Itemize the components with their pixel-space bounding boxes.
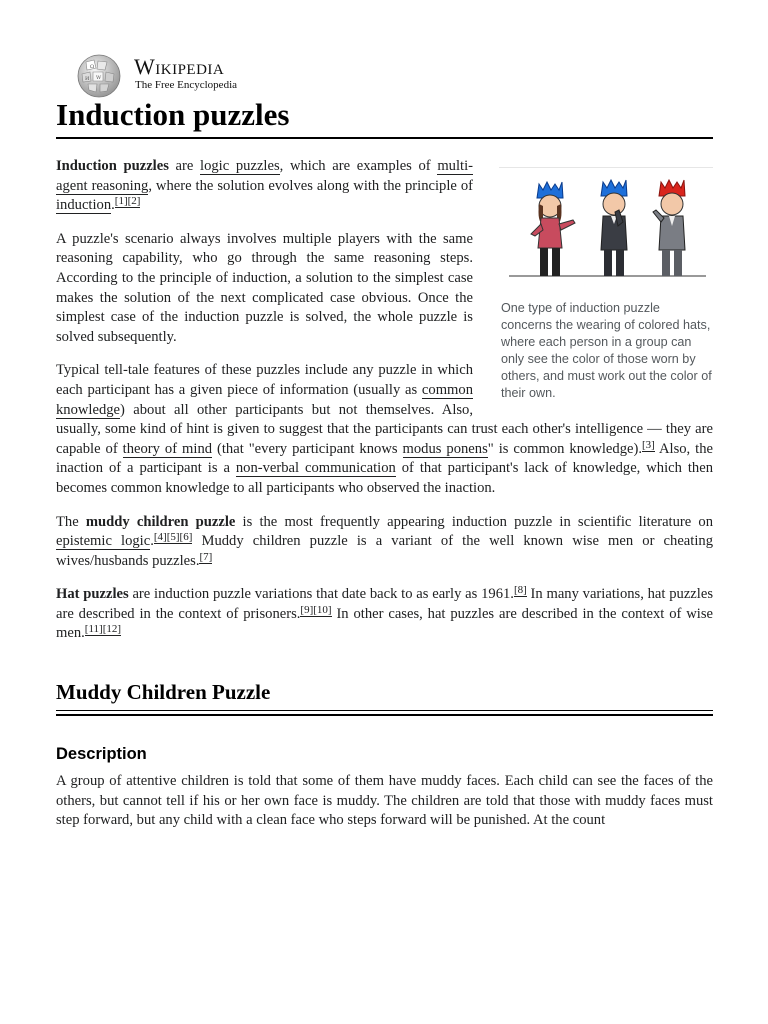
description-paragraph: A group of attentive children is told that some of them have muddy faces. Each child can see the faces of the others, but cannot tell if his or her own face is muddy. The children are told that those with muddy faces must step forward, but any child with a clean face who steps forward will be punished. At the count [56, 773, 713, 829]
hat-puzzles-paragraph [56, 585, 713, 644]
text-span: The [56, 513, 86, 530]
text-span: In other cases, hat puzzles are described in the context of wise men. [56, 605, 713, 642]
infobox-figure [499, 167, 713, 403]
text-span: , which are examples of [279, 158, 438, 174]
citation-ref[interactable]: [3] [641, 438, 655, 451]
text-span: (that "every participant knows [212, 440, 403, 457]
text-span: Typical tell-tale features of these puzzles include any puzzle in which each participant has a given piece of information (usually as [56, 362, 473, 398]
subsection-heading-description: Description [56, 745, 147, 764]
citation-ref[interactable]: [1][2] [114, 195, 141, 208]
text-span: Also, the inaction of a participant is a [56, 440, 713, 477]
person-man-red-hat [653, 180, 685, 276]
svg-text:И: И [85, 76, 90, 82]
link-non-verbal-communication[interactable]: non-verbal communication [235, 460, 396, 477]
scenario-paragraph: A puzzle's scenario always involves multiple players with the same reasoning capability, who go through the same reasoning steps. According to the principle of induction, a solution to the simplest case makes the solution of the next complicated case obvious. Once the simplest case of the induction puzzle is solved, the whole puzzle is solved subsequently. [56, 230, 473, 345]
citation-ref[interactable]: [9][10] [300, 603, 332, 616]
person-woman [531, 182, 575, 276]
wikipedia-globe-icon [74, 52, 124, 100]
link-modus-ponens[interactable]: modus ponens [402, 440, 488, 457]
text-span: is the most frequently appearing induction puzzle in scientific literature on [235, 513, 714, 530]
link-epistemic-logic[interactable]: epistemic logic [56, 533, 151, 550]
wikipedia-logo[interactable] [74, 52, 264, 100]
wikipedia-tagline: The Free Encyclopedia [135, 79, 238, 91]
text-span: . [150, 533, 154, 550]
section-heading-muddy-children: Muddy Children Puzzle [56, 678, 713, 711]
muddy-intro-paragraph [56, 513, 713, 572]
text-span: Muddy children puzzle is a variant of the well known wise men or cheating wives/husbands puzzles. [56, 533, 713, 569]
figure-caption: One type of induction puzzle concerns the wearing of colored hats, where each person in a group can only see the color of those worn by others, and must work out the color of their own. [501, 301, 712, 401]
text-span: In many variations, hat puzzles are described in the context of prisoners. [56, 586, 713, 622]
text-span: , where the solution evolves along with the principle of [148, 177, 473, 194]
link-multi-agent-reasoning[interactable]: multi-agent reasoning [56, 158, 474, 194]
section-divider [56, 714, 713, 716]
text-span: of that participant's lack of knowledge, which then becomes common knowledge to all participants who observed the inaction. [56, 460, 713, 496]
bold-term: Induction puzzles [56, 158, 169, 174]
hat-puzzle-illustration[interactable] [501, 176, 711, 294]
link-theory-of-mind[interactable]: theory of mind [122, 440, 213, 457]
svg-text:Ω: Ω [90, 64, 95, 70]
svg-text:W: W [96, 75, 102, 81]
citation-ref[interactable]: [7] [199, 550, 213, 563]
citation-ref[interactable]: [4][5][6] [153, 531, 193, 544]
text-span: are [168, 158, 201, 174]
person-man-thinking [601, 180, 627, 276]
text-span: ) about all other participants but not themselves. Also, usually, some kind of hint is given to suggest that the participants can trust each other's intelligence — they are capable of [56, 401, 713, 457]
text-span: " is common knowledge). [487, 440, 642, 457]
link-common-knowledge[interactable]: common knowledge [56, 381, 473, 418]
text-span: . [111, 197, 115, 214]
page-title: Induction puzzles [56, 97, 290, 132]
citation-ref[interactable]: [8] [513, 584, 527, 597]
wikipedia-wordmark: Wikipedia [134, 54, 225, 79]
citation-ref[interactable]: [11][12] [84, 623, 122, 636]
link-logic-puzzles[interactable]: logic puzzles [200, 158, 280, 174]
bold-term: muddy children puzzle [85, 513, 236, 530]
article-body [56, 157, 713, 845]
link-induction[interactable]: induction [56, 197, 112, 214]
text-span: are induction puzzle variations that date back to as early as 1961. [128, 586, 514, 603]
bold-term: Hat puzzles [56, 586, 129, 603]
title-divider [56, 137, 713, 139]
